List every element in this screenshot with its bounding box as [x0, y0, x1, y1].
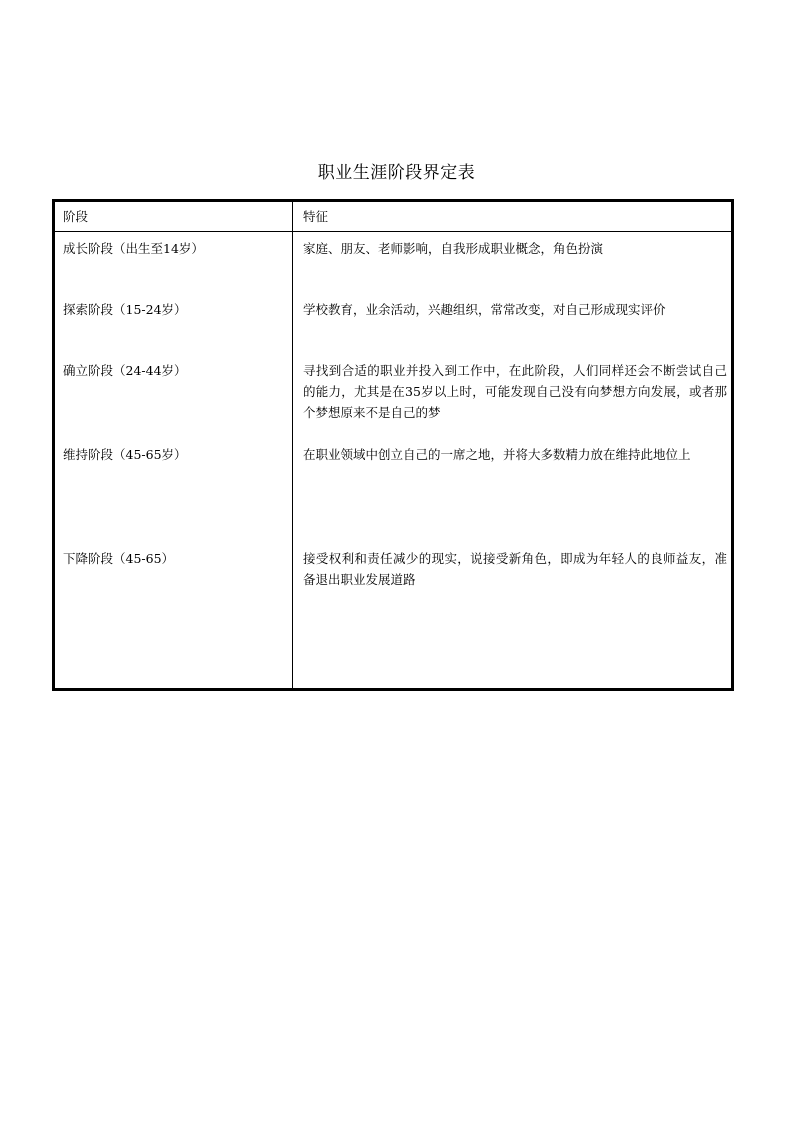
- row-feature-growth: 家庭、朋友、老师影响，自我形成职业概念，角色扮演: [303, 241, 604, 256]
- row-stage-maintenance: 维持阶段（45-65岁）: [63, 447, 187, 462]
- row-feature-establishment: 寻找到合适的职业并投入到工作中，在此阶段，人们同样还会不断尝试自己的能力，尤其是在35岁以上时，可能发现自己没有向梦想方向发展，或者那个梦想原来不是自己的梦: [303, 363, 727, 420]
- row-feature-exploration: 学校教育，业余活动，兴趣组织，常常改变，对自己形成现实评价: [303, 302, 666, 317]
- row-stage-decline: 下降阶段（45-65）: [63, 551, 175, 566]
- career-stage-table: [52, 199, 734, 691]
- document-title: 职业生涯阶段界定表: [317, 163, 476, 183]
- header-stage: 阶段: [63, 209, 89, 224]
- row-feature-decline: 接受权利和责任减少的现实，说接受新角色，即成为年轻人的良师益友，准备退出职业发展道路: [303, 551, 727, 587]
- row-stage-exploration: 探索阶段（15-24岁）: [63, 302, 187, 317]
- row-stage-growth: 成长阶段（出生至14岁）: [63, 241, 204, 256]
- column-divider: [292, 202, 293, 688]
- row-stage-establishment: 确立阶段（24-44岁）: [63, 363, 187, 378]
- row-feature-maintenance: 在职业领域中创立自己的一席之地，并将大多数精力放在维持此地位上: [303, 447, 691, 462]
- header-feature: 特征: [303, 209, 329, 224]
- header-row-divider: [55, 231, 731, 232]
